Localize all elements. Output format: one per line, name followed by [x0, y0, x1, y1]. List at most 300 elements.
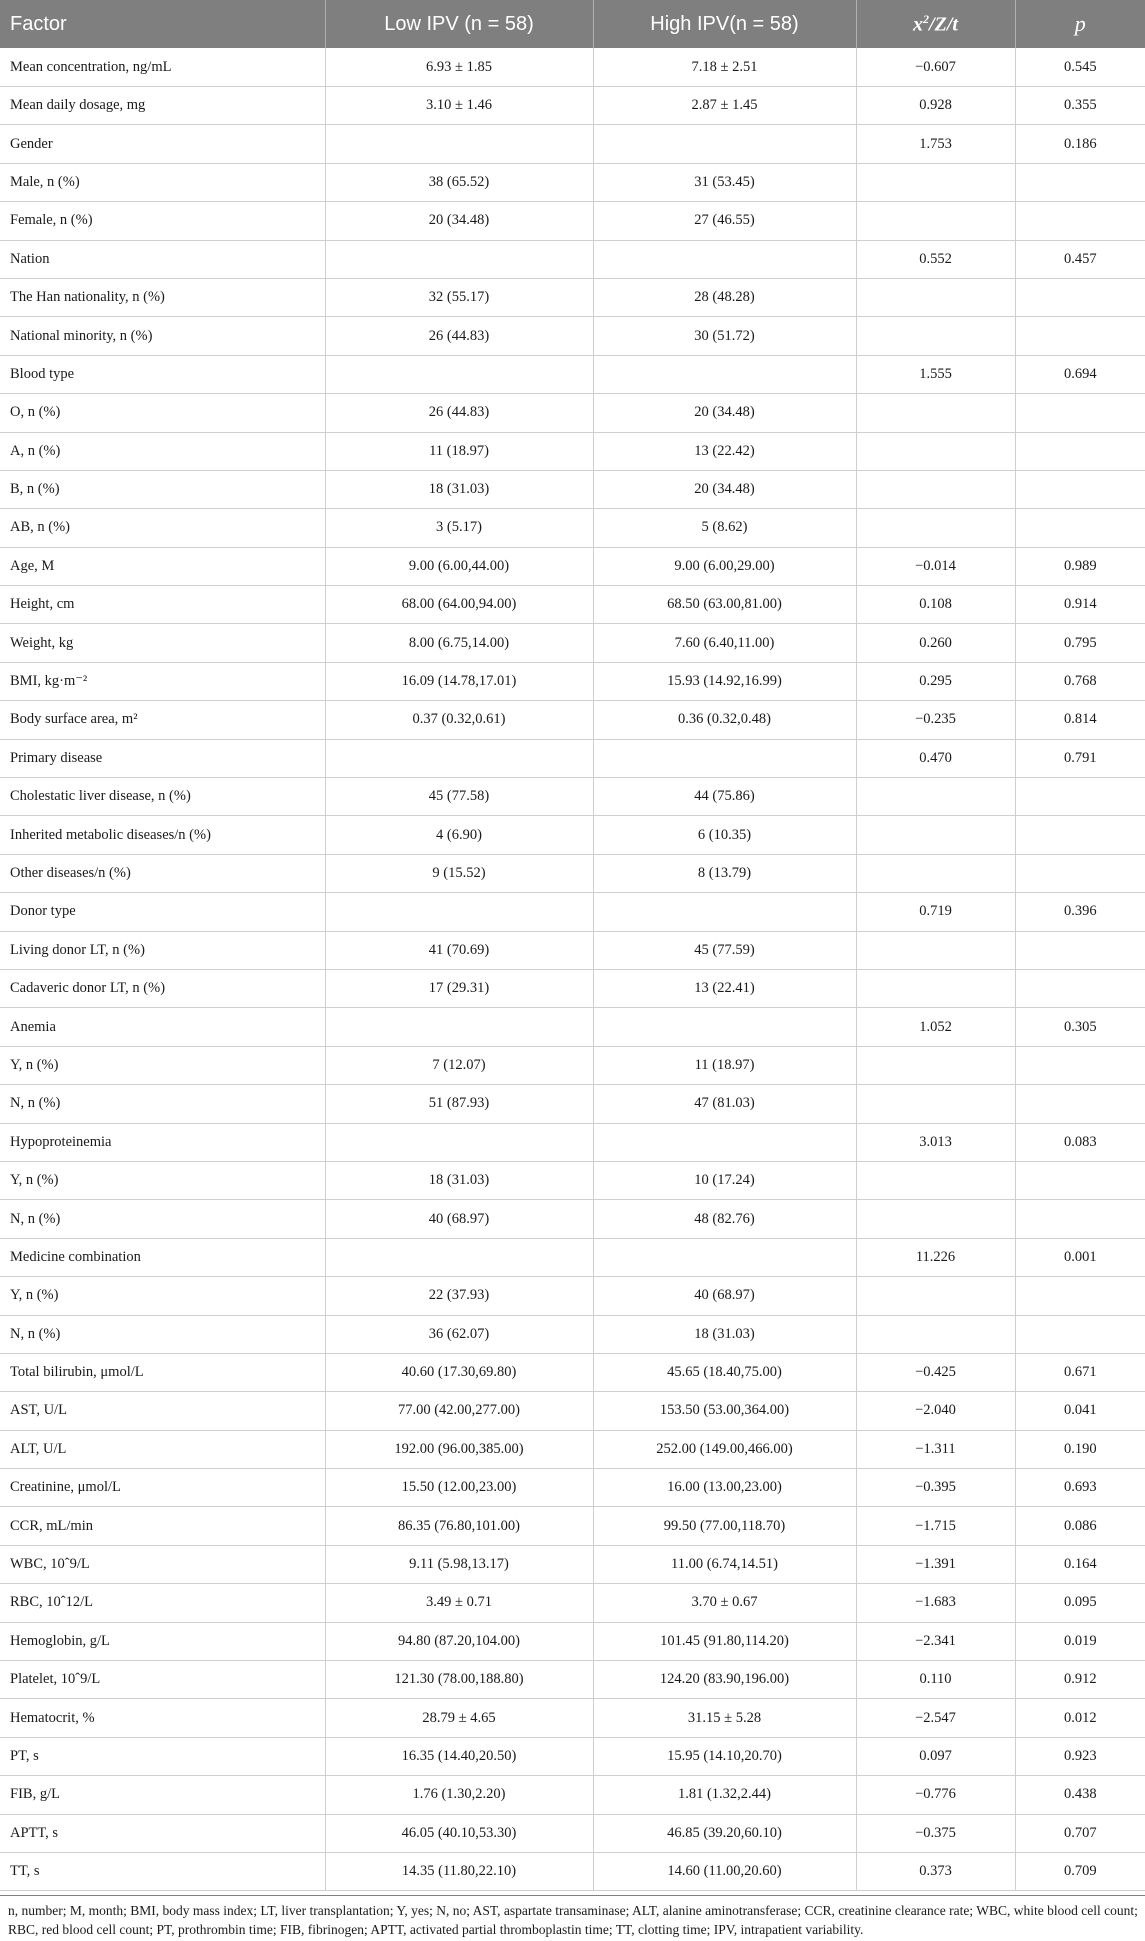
- high-ipv-cell: 20 (34.48): [593, 394, 856, 432]
- factor-cell: APTT, s: [0, 1814, 325, 1852]
- high-ipv-cell: 18 (31.03): [593, 1315, 856, 1353]
- p-value-cell: 0.914: [1015, 586, 1145, 624]
- high-ipv-cell: 13 (22.42): [593, 432, 856, 470]
- statistic-cell: −2.040: [856, 1392, 1015, 1430]
- p-value-cell: [1015, 202, 1145, 240]
- table-row: [0, 701, 1145, 739]
- low-ipv-cell: 15.50 (12.00,23.00): [325, 1469, 593, 1507]
- statistic-cell: −0.776: [856, 1776, 1015, 1814]
- p-value-cell: 0.041: [1015, 1392, 1145, 1430]
- statistic-cell: −0.375: [856, 1814, 1015, 1852]
- p-value-cell: 0.186: [1015, 125, 1145, 163]
- table-row: [0, 1737, 1145, 1775]
- high-ipv-cell: 5 (8.62): [593, 509, 856, 547]
- table-row: [0, 931, 1145, 969]
- p-value-cell: 0.989: [1015, 547, 1145, 585]
- low-ipv-cell: 22 (37.93): [325, 1277, 593, 1315]
- high-ipv-cell: [593, 1238, 856, 1276]
- table-row: [0, 432, 1145, 470]
- p-value-cell: 0.709: [1015, 1852, 1145, 1890]
- factor-cell: Blood type: [0, 355, 325, 393]
- header-statistic-superscript: 2: [923, 11, 930, 26]
- p-value-cell: [1015, 1315, 1145, 1353]
- low-ipv-cell: 28.79 ± 4.65: [325, 1699, 593, 1737]
- statistic-cell: [856, 1277, 1015, 1315]
- p-value-cell: [1015, 509, 1145, 547]
- statistic-cell: 1.555: [856, 355, 1015, 393]
- factor-cell: CCR, mL/min: [0, 1507, 325, 1545]
- high-ipv-cell: 0.36 (0.32,0.48): [593, 701, 856, 739]
- high-ipv-cell: 14.60 (11.00,20.60): [593, 1852, 856, 1890]
- table-body: [0, 48, 1145, 1891]
- table-row: [0, 1776, 1145, 1814]
- factor-cell: PT, s: [0, 1737, 325, 1775]
- low-ipv-cell: 121.30 (78.00,188.80): [325, 1661, 593, 1699]
- statistic-cell: [856, 778, 1015, 816]
- high-ipv-cell: 30 (51.72): [593, 317, 856, 355]
- table-row: [0, 1622, 1145, 1660]
- table-row: [0, 1008, 1145, 1046]
- high-ipv-cell: 46.85 (39.20,60.10): [593, 1814, 856, 1852]
- factor-cell: Hypoproteinemia: [0, 1123, 325, 1161]
- p-value-cell: 0.190: [1015, 1430, 1145, 1468]
- high-ipv-cell: 20 (34.48): [593, 470, 856, 508]
- table-row: [0, 125, 1145, 163]
- statistic-cell: [856, 202, 1015, 240]
- factor-cell: A, n (%): [0, 432, 325, 470]
- p-value-cell: [1015, 394, 1145, 432]
- factor-cell: AST, U/L: [0, 1392, 325, 1430]
- p-value-cell: [1015, 432, 1145, 470]
- table-row: [0, 1085, 1145, 1123]
- factor-cell: Hemoglobin, g/L: [0, 1622, 325, 1660]
- low-ipv-cell: 3 (5.17): [325, 509, 593, 547]
- table-row: [0, 1507, 1145, 1545]
- statistic-cell: [856, 278, 1015, 316]
- header-statistic: [856, 0, 1015, 48]
- high-ipv-cell: 153.50 (53.00,364.00): [593, 1392, 856, 1430]
- p-value-cell: [1015, 317, 1145, 355]
- p-value-cell: [1015, 816, 1145, 854]
- high-ipv-cell: 28 (48.28): [593, 278, 856, 316]
- factor-cell: Mean concentration, ng/mL: [0, 48, 325, 87]
- statistic-cell: 0.108: [856, 586, 1015, 624]
- low-ipv-cell: 18 (31.03): [325, 1161, 593, 1199]
- statistic-cell: 3.013: [856, 1123, 1015, 1161]
- p-value-cell: 0.438: [1015, 1776, 1145, 1814]
- factor-cell: N, n (%): [0, 1085, 325, 1123]
- low-ipv-cell: 36 (62.07): [325, 1315, 593, 1353]
- table-row: [0, 509, 1145, 547]
- low-ipv-cell: 40.60 (17.30,69.80): [325, 1353, 593, 1391]
- high-ipv-cell: 6 (10.35): [593, 816, 856, 854]
- table-row: [0, 1661, 1145, 1699]
- factor-cell: Y, n (%): [0, 1277, 325, 1315]
- low-ipv-cell: [325, 739, 593, 777]
- p-value-cell: 0.693: [1015, 1469, 1145, 1507]
- low-ipv-cell: 51 (87.93): [325, 1085, 593, 1123]
- high-ipv-cell: 15.95 (14.10,20.70): [593, 1737, 856, 1775]
- high-ipv-cell: 2.87 ± 1.45: [593, 87, 856, 125]
- factor-cell: Cadaveric donor LT, n (%): [0, 969, 325, 1007]
- p-value-cell: [1015, 1200, 1145, 1238]
- p-value-cell: [1015, 278, 1145, 316]
- p-value-cell: 0.086: [1015, 1507, 1145, 1545]
- statistic-cell: −1.683: [856, 1584, 1015, 1622]
- low-ipv-cell: 86.35 (76.80,101.00): [325, 1507, 593, 1545]
- statistic-cell: [856, 163, 1015, 201]
- table-row: [0, 1238, 1145, 1276]
- table-row: [0, 778, 1145, 816]
- statistic-cell: −0.395: [856, 1469, 1015, 1507]
- table-row: [0, 1277, 1145, 1315]
- statistic-cell: [856, 1315, 1015, 1353]
- factor-cell: Y, n (%): [0, 1161, 325, 1199]
- table-row: [0, 1814, 1145, 1852]
- table-row: [0, 969, 1145, 1007]
- statistic-cell: [856, 854, 1015, 892]
- table-row: [0, 1469, 1145, 1507]
- p-value-cell: [1015, 778, 1145, 816]
- high-ipv-cell: [593, 1123, 856, 1161]
- table-row: [0, 470, 1145, 508]
- high-ipv-cell: 99.50 (77.00,118.70): [593, 1507, 856, 1545]
- statistic-cell: [856, 432, 1015, 470]
- table-row: [0, 1392, 1145, 1430]
- statistic-cell: 0.295: [856, 662, 1015, 700]
- high-ipv-cell: 48 (82.76): [593, 1200, 856, 1238]
- statistic-cell: −2.547: [856, 1699, 1015, 1737]
- table-row: [0, 586, 1145, 624]
- high-ipv-cell: 9.00 (6.00,29.00): [593, 547, 856, 585]
- low-ipv-cell: [325, 1238, 593, 1276]
- table-row: [0, 854, 1145, 892]
- table-row: [0, 893, 1145, 931]
- table-row: [0, 355, 1145, 393]
- table-row: [0, 739, 1145, 777]
- high-ipv-cell: 13 (22.41): [593, 969, 856, 1007]
- statistic-cell: 0.470: [856, 739, 1015, 777]
- factor-cell: Age, M: [0, 547, 325, 585]
- high-ipv-cell: 45.65 (18.40,75.00): [593, 1353, 856, 1391]
- high-ipv-cell: 27 (46.55): [593, 202, 856, 240]
- table-row: [0, 1545, 1145, 1583]
- p-value-cell: 0.164: [1015, 1545, 1145, 1583]
- p-value-cell: 0.694: [1015, 355, 1145, 393]
- factor-cell: Cholestatic liver disease, n (%): [0, 778, 325, 816]
- factor-cell: The Han nationality, n (%): [0, 278, 325, 316]
- table-row: [0, 1852, 1145, 1890]
- high-ipv-cell: 68.50 (63.00,81.00): [593, 586, 856, 624]
- factor-cell: Living donor LT, n (%): [0, 931, 325, 969]
- p-value-cell: 0.795: [1015, 624, 1145, 662]
- factor-cell: Gender: [0, 125, 325, 163]
- statistic-cell: 0.552: [856, 240, 1015, 278]
- table-row: [0, 394, 1145, 432]
- factor-cell: Y, n (%): [0, 1046, 325, 1084]
- p-value-cell: [1015, 163, 1145, 201]
- factor-cell: Other diseases/n (%): [0, 854, 325, 892]
- low-ipv-cell: 16.09 (14.78,17.01): [325, 662, 593, 700]
- table-row: [0, 317, 1145, 355]
- factor-cell: Total bilirubin, μmol/L: [0, 1353, 325, 1391]
- table-row: [0, 662, 1145, 700]
- p-value-cell: [1015, 1277, 1145, 1315]
- high-ipv-cell: [593, 355, 856, 393]
- table-row: [0, 1699, 1145, 1737]
- p-value-cell: 0.707: [1015, 1814, 1145, 1852]
- header-statistic-rest: /Z/t: [929, 13, 958, 36]
- low-ipv-cell: 17 (29.31): [325, 969, 593, 1007]
- statistic-cell: [856, 509, 1015, 547]
- high-ipv-cell: 252.00 (149.00,466.00): [593, 1430, 856, 1468]
- low-ipv-cell: 1.76 (1.30,2.20): [325, 1776, 593, 1814]
- header-high-ipv: High IPV(n = 58): [593, 0, 856, 48]
- statistic-cell: [856, 470, 1015, 508]
- table-row: [0, 48, 1145, 87]
- statistic-cell: −0.425: [856, 1353, 1015, 1391]
- table-row: [0, 1046, 1145, 1084]
- high-ipv-cell: 40 (68.97): [593, 1277, 856, 1315]
- table-row: [0, 1200, 1145, 1238]
- low-ipv-cell: 26 (44.83): [325, 317, 593, 355]
- factor-cell: BMI, kg·m⁻²: [0, 662, 325, 700]
- p-value-cell: 0.083: [1015, 1123, 1145, 1161]
- p-value-cell: 0.912: [1015, 1661, 1145, 1699]
- low-ipv-cell: 41 (70.69): [325, 931, 593, 969]
- p-value-cell: 0.457: [1015, 240, 1145, 278]
- statistic-cell: 0.097: [856, 1737, 1015, 1775]
- p-value-cell: 0.355: [1015, 87, 1145, 125]
- table-row: [0, 163, 1145, 201]
- p-value-cell: 0.923: [1015, 1737, 1145, 1775]
- high-ipv-cell: 3.70 ± 0.67: [593, 1584, 856, 1622]
- low-ipv-cell: 0.37 (0.32,0.61): [325, 701, 593, 739]
- header-factor: Factor: [0, 0, 325, 48]
- factor-cell: TT, s: [0, 1852, 325, 1890]
- low-ipv-cell: 20 (34.48): [325, 202, 593, 240]
- high-ipv-cell: 31 (53.45): [593, 163, 856, 201]
- header-p-value: p: [1015, 0, 1145, 48]
- p-value-cell: 0.814: [1015, 701, 1145, 739]
- low-ipv-cell: 3.49 ± 0.71: [325, 1584, 593, 1622]
- statistic-cell: 0.719: [856, 893, 1015, 931]
- p-value-cell: [1015, 1046, 1145, 1084]
- statistic-cell: [856, 969, 1015, 1007]
- low-ipv-cell: 11 (18.97): [325, 432, 593, 470]
- low-ipv-cell: 6.93 ± 1.85: [325, 48, 593, 87]
- p-value-cell: 0.671: [1015, 1353, 1145, 1391]
- factor-cell: O, n (%): [0, 394, 325, 432]
- factor-cell: N, n (%): [0, 1315, 325, 1353]
- statistic-cell: −0.014: [856, 547, 1015, 585]
- low-ipv-cell: [325, 1008, 593, 1046]
- factor-cell: N, n (%): [0, 1200, 325, 1238]
- factor-cell: Platelet, 10ˆ9/L: [0, 1661, 325, 1699]
- low-ipv-cell: 46.05 (40.10,53.30): [325, 1814, 593, 1852]
- statistic-cell: 0.928: [856, 87, 1015, 125]
- low-ipv-cell: 77.00 (42.00,277.00): [325, 1392, 593, 1430]
- low-ipv-cell: [325, 125, 593, 163]
- high-ipv-cell: [593, 739, 856, 777]
- high-ipv-cell: [593, 893, 856, 931]
- factor-cell: Height, cm: [0, 586, 325, 624]
- high-ipv-cell: 44 (75.86): [593, 778, 856, 816]
- statistic-cell: [856, 816, 1015, 854]
- low-ipv-cell: 9.11 (5.98,13.17): [325, 1545, 593, 1583]
- high-ipv-cell: 15.93 (14.92,16.99): [593, 662, 856, 700]
- high-ipv-cell: 11.00 (6.74,14.51): [593, 1545, 856, 1583]
- low-ipv-cell: 7 (12.07): [325, 1046, 593, 1084]
- p-value-cell: [1015, 969, 1145, 1007]
- high-ipv-cell: [593, 125, 856, 163]
- table-row: [0, 816, 1145, 854]
- factor-cell: AB, n (%): [0, 509, 325, 547]
- p-value-cell: [1015, 1161, 1145, 1199]
- table-row: [0, 278, 1145, 316]
- low-ipv-cell: 192.00 (96.00,385.00): [325, 1430, 593, 1468]
- factor-cell: RBC, 10ˆ12/L: [0, 1584, 325, 1622]
- low-ipv-cell: 45 (77.58): [325, 778, 593, 816]
- high-ipv-cell: 101.45 (91.80,114.20): [593, 1622, 856, 1660]
- statistic-cell: 1.052: [856, 1008, 1015, 1046]
- table-row: [0, 547, 1145, 585]
- high-ipv-cell: 11 (18.97): [593, 1046, 856, 1084]
- low-ipv-cell: 94.80 (87.20,104.00): [325, 1622, 593, 1660]
- statistic-cell: −1.311: [856, 1430, 1015, 1468]
- table-row: [0, 1353, 1145, 1391]
- p-value-cell: [1015, 1085, 1145, 1123]
- table-bottom-rule: [0, 1895, 1145, 1896]
- statistic-cell: −1.391: [856, 1545, 1015, 1583]
- factor-cell: Inherited metabolic diseases/n (%): [0, 816, 325, 854]
- high-ipv-cell: 47 (81.03): [593, 1085, 856, 1123]
- p-value-cell: 0.012: [1015, 1699, 1145, 1737]
- statistic-cell: −1.715: [856, 1507, 1015, 1545]
- high-ipv-cell: 16.00 (13.00,23.00): [593, 1469, 856, 1507]
- table-row: [0, 202, 1145, 240]
- p-value-cell: 0.768: [1015, 662, 1145, 700]
- p-value-cell: [1015, 470, 1145, 508]
- statistic-cell: −0.607: [856, 48, 1015, 87]
- low-ipv-cell: 14.35 (11.80,22.10): [325, 1852, 593, 1890]
- factor-cell: Medicine combination: [0, 1238, 325, 1276]
- factor-cell: Primary disease: [0, 739, 325, 777]
- low-ipv-cell: 26 (44.83): [325, 394, 593, 432]
- high-ipv-cell: 45 (77.59): [593, 931, 856, 969]
- high-ipv-cell: 124.20 (83.90,196.00): [593, 1661, 856, 1699]
- high-ipv-cell: 31.15 ± 5.28: [593, 1699, 856, 1737]
- high-ipv-cell: 8 (13.79): [593, 854, 856, 892]
- header-low-ipv: Low IPV (n = 58): [325, 0, 593, 48]
- table-row: [0, 1315, 1145, 1353]
- statistic-cell: [856, 931, 1015, 969]
- factor-cell: National minority, n (%): [0, 317, 325, 355]
- statistic-cell: −0.235: [856, 701, 1015, 739]
- statistic-cell: 0.373: [856, 1852, 1015, 1890]
- table-footnote: n, number; M, month; BMI, body mass index; LT, liver transplantation; Y, yes; N, no; AST, aspartate transaminase; ALT, alanine aminotransferase; CCR, creatinine clearance rate; WBC, white blood cell count; RBC, red blood cell count; PT, prothrombin time; FIB, fibrinogen; APTT, activated partial thromboplastin time; TT, clotting time; IPV, intrapatient variability.: [8, 1903, 1138, 1937]
- low-ipv-cell: [325, 240, 593, 278]
- statistic-cell: 0.110: [856, 1661, 1015, 1699]
- factor-cell: Donor type: [0, 893, 325, 931]
- factor-cell: Mean daily dosage, mg: [0, 87, 325, 125]
- statistic-cell: [856, 1200, 1015, 1238]
- high-ipv-cell: 7.18 ± 2.51: [593, 48, 856, 87]
- statistic-cell: [856, 1085, 1015, 1123]
- p-value-cell: 0.095: [1015, 1584, 1145, 1622]
- low-ipv-cell: [325, 893, 593, 931]
- factor-cell: Female, n (%): [0, 202, 325, 240]
- factor-cell: ALT, U/L: [0, 1430, 325, 1468]
- p-value-cell: [1015, 854, 1145, 892]
- low-ipv-cell: [325, 1123, 593, 1161]
- table-row: [0, 1161, 1145, 1199]
- factor-cell: Weight, kg: [0, 624, 325, 662]
- factor-cell: Hematocrit, %: [0, 1699, 325, 1737]
- statistic-cell: [856, 394, 1015, 432]
- p-value-cell: 0.545: [1015, 48, 1145, 87]
- table-row: [0, 1584, 1145, 1622]
- p-value-cell: 0.001: [1015, 1238, 1145, 1276]
- factor-cell: Anemia: [0, 1008, 325, 1046]
- factor-cell: B, n (%): [0, 470, 325, 508]
- low-ipv-cell: 68.00 (64.00,94.00): [325, 586, 593, 624]
- statistic-cell: [856, 1161, 1015, 1199]
- low-ipv-cell: [325, 355, 593, 393]
- low-ipv-cell: 8.00 (6.75,14.00): [325, 624, 593, 662]
- high-ipv-cell: 10 (17.24): [593, 1161, 856, 1199]
- low-ipv-cell: 32 (55.17): [325, 278, 593, 316]
- p-value-cell: [1015, 931, 1145, 969]
- header-statistic-symbol: x: [913, 13, 924, 36]
- table-row: [0, 1123, 1145, 1161]
- table-row: [0, 240, 1145, 278]
- low-ipv-cell: 9 (15.52): [325, 854, 593, 892]
- statistic-cell: 0.260: [856, 624, 1015, 662]
- factor-cell: FIB, g/L: [0, 1776, 325, 1814]
- low-ipv-cell: 38 (65.52): [325, 163, 593, 201]
- statistic-cell: [856, 317, 1015, 355]
- statistic-cell: 11.226: [856, 1238, 1015, 1276]
- statistic-cell: [856, 1046, 1015, 1084]
- low-ipv-cell: 40 (68.97): [325, 1200, 593, 1238]
- factor-cell: Body surface area, m²: [0, 701, 325, 739]
- p-value-cell: 0.019: [1015, 1622, 1145, 1660]
- p-value-cell: 0.396: [1015, 893, 1145, 931]
- p-value-cell: 0.305: [1015, 1008, 1145, 1046]
- high-ipv-cell: 1.81 (1.32,2.44): [593, 1776, 856, 1814]
- factor-cell: Creatinine, μmol/L: [0, 1469, 325, 1507]
- factor-cell: Nation: [0, 240, 325, 278]
- factor-cell: Male, n (%): [0, 163, 325, 201]
- low-ipv-cell: 4 (6.90): [325, 816, 593, 854]
- table-row: [0, 624, 1145, 662]
- table-row: [0, 87, 1145, 125]
- statistic-cell: 1.753: [856, 125, 1015, 163]
- low-ipv-cell: 9.00 (6.00,44.00): [325, 547, 593, 585]
- statistic-cell: −2.341: [856, 1622, 1015, 1660]
- high-ipv-cell: 7.60 (6.40,11.00): [593, 624, 856, 662]
- low-ipv-cell: 3.10 ± 1.46: [325, 87, 593, 125]
- table-row: [0, 1430, 1145, 1468]
- low-ipv-cell: 18 (31.03): [325, 470, 593, 508]
- factor-cell: WBC, 10ˆ9/L: [0, 1545, 325, 1583]
- p-value-cell: 0.791: [1015, 739, 1145, 777]
- table-header-row: [0, 0, 1145, 48]
- high-ipv-cell: [593, 1008, 856, 1046]
- high-ipv-cell: [593, 240, 856, 278]
- low-ipv-cell: 16.35 (14.40,20.50): [325, 1737, 593, 1775]
